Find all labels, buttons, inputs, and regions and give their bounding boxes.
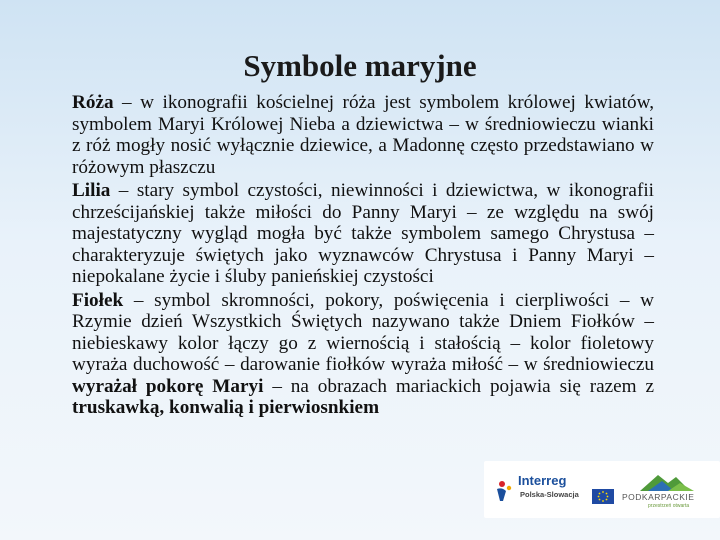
interreg-sub: Polska-Slowacja (520, 490, 579, 499)
term-lilia: Lilia (72, 180, 111, 201)
interreg-mark-icon (494, 479, 516, 503)
text-fiolek: – symbol skromności, pokory, poświęcenia i cierpliwości – w Rzymie dzień Wszystkich Świętych nazywano także Dniem Fiołków – niebieskawy kolor łączy go z wiernością i stałością – kolor fioletowy wyraża duchowość – darowanie fiołków wyraża miłość – w średniowieczu (72, 289, 654, 375)
eu-flag-icon (592, 489, 614, 504)
podkarpackie-name: PODKARPACKIE (622, 492, 695, 502)
bold-fiolek-2: truskawką, konwalią i pierwiosnkiem (72, 397, 380, 418)
paragraph-fiolek (72, 290, 654, 419)
slide-content (72, 92, 654, 421)
slide-title: Symbole maryjne (243, 48, 477, 83)
term-fiolek: Fiołek (72, 289, 124, 311)
paragraph-lilia (72, 180, 654, 288)
podkarpackie-logo (618, 469, 714, 513)
bold-fiolek-1: wyrażał pokorę Maryi (72, 375, 264, 397)
text-roza: – w ikonografii kościelnej róża jest symbolem królowej kwiatów, symbolem Maryi Królowej Nieba a dziewictwa – w średniowieczu wianki z róż mogły nosić wyłącznie dziewice, a Madonnę często przedstawiano w różowym płaszczu (72, 92, 654, 178)
text-lilia: – stary symbol czystości, niewinności i dziewictwa, w ikonografii chrześcijańskiej także miłości do Panny Maryi – ze względu na swój majestatyczny wygląd mogła być także symbolem samego Chrystusa – charakteryzuje świętych jako wyznawców Chrystusa i Panny Maryi – niepokalane życie i śluby panieńskiej czystości (72, 180, 654, 287)
text-fiolek-2: – na obrazach mariackich pojawia się razem z (263, 375, 654, 397)
paragraph-roza (72, 92, 654, 178)
term-roza: Róża (72, 92, 114, 113)
logo-bar (484, 461, 720, 518)
podkarpackie-tagline: przestrzeń otwarta (648, 503, 690, 509)
interreg-logo (494, 473, 614, 507)
interreg-name: Interreg (518, 473, 567, 488)
mountains-icon (618, 469, 714, 493)
